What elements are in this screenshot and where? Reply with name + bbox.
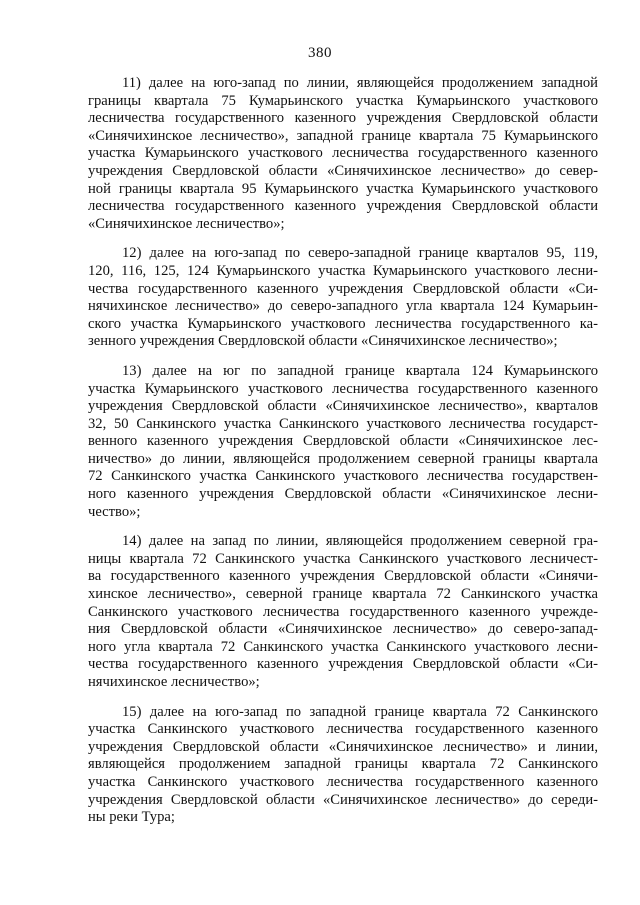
paragraph-line: Санкинского участкового лесничества государственного казенного учрежде-	[88, 603, 598, 620]
paragraph-line: хинское лесничество», северной границе квартала 72 Санкинского участка	[88, 586, 598, 603]
paragraph-line: зенного учреждения Свердловской области «Синячихинское лесничество»;	[88, 333, 558, 350]
paragraph-11	[88, 75, 598, 233]
paragraph-line: нячихинское лесничество»;	[88, 674, 260, 690]
paragraph-line: ной границы квартала 95 Кумарьинского участка Кумарьинского участкового	[88, 180, 598, 197]
paragraph-line: «Синячихинское лесничество», западной границе квартала 75 Кумарьинского	[88, 127, 598, 144]
paragraph-line: участка Кумарьинского участкового лесничества государственного казенного	[88, 380, 598, 397]
paragraph-line: 14) далее на запад по линии, являющейся продолжением северной гра-	[122, 533, 598, 550]
paragraph-line: ницы квартала 72 Санкинского участка Санкинского участкового лесничест-	[88, 550, 598, 567]
paragraph-line: ны реки Тура;	[88, 809, 175, 826]
paragraph-13	[88, 363, 598, 521]
paragraph-line: участка Санкинского участкового лесничества государственного казенного	[88, 773, 598, 790]
paragraph-line: нячихинское лесничество» до северо-западного угла квартала 124 Кумарьин-	[88, 298, 598, 315]
paragraph-line: учреждения Свердловской области «Синячихинское лесничество» и линии,	[88, 738, 598, 755]
paragraph-line: 15) далее на юго-запад по западной границе квартала 72 Санкинского	[122, 703, 598, 720]
paragraph-line: 13) далее на юг по западной границе квартала 124 Кумарьинского	[122, 362, 598, 379]
paragraph-line: 11) далее на юго-запад по линии, являющейся продолжением западной	[122, 75, 598, 91]
paragraph-line: 32, 50 Санкинского участка Санкинского участкового лесничества государст-	[88, 415, 598, 432]
paragraph-line: 12) далее на юго-запад по северо-западной границе кварталов 95, 119,	[122, 245, 598, 262]
paragraph-line: ния Свердловской области «Синячихинское лесничество» до северо-запад-	[88, 621, 598, 638]
paragraph-line: являющейся продолжением западной границы квартала 72 Санкинского	[88, 756, 598, 773]
paragraph-line: ва государственного казенного учреждения Свердловской области «Синячи-	[88, 568, 598, 585]
paragraph-line: учреждения Свердловской области «Синячихинское лесничество» до середи-	[88, 791, 598, 808]
paragraph-line: 120, 116, 125, 124 Кумарьинского участка Кумарьинского участкового лесни-	[88, 262, 598, 279]
paragraph-line: ничество» до линии, являющейся продолжением северной границы квартала	[88, 450, 598, 467]
paragraph-line: лесничества государственного казенного учреждения Свердловской области	[88, 110, 598, 127]
paragraph-line: учреждения Свердловской области «Синячихинское лесничество», кварталов	[88, 398, 598, 415]
paragraph-line: участка Санкинского участкового лесничества государственного казенного	[88, 721, 598, 738]
paragraph-line: чества государственного казенного учреждения Свердловской области «Си-	[88, 656, 598, 673]
paragraph-15	[88, 704, 598, 827]
paragraph-line: «Синячихинское лесничество»;	[88, 215, 285, 232]
paragraph-line: венного казенного учреждения Свердловской области «Синячихинское лес-	[88, 433, 598, 450]
paragraph-line: ского участка Кумарьинского участкового лесничества государственного ка-	[88, 315, 598, 332]
paragraph-line: учреждения Свердловской области «Синячихинское лесничество» до север-	[88, 162, 598, 179]
paragraph-line: чества государственного казенного учреждения Свердловской области «Си-	[88, 280, 598, 297]
paragraph-12	[88, 245, 598, 351]
paragraph-line: лесничества государственного казенного учреждения Свердловской области	[88, 198, 598, 215]
paragraph-14	[88, 533, 598, 691]
paragraph-line: ного казенного учреждения Свердловской области «Синячихинское лесни-	[88, 486, 598, 503]
paragraph-line: границы квартала 75 Кумарьинского участка Кумарьинского участкового	[88, 92, 598, 109]
document-body	[88, 75, 598, 839]
paragraph-line: ного угла квартала 72 Санкинского участка Санкинского участкового лесни-	[88, 638, 598, 655]
paragraph-line: 72 Санкинского участка Санкинского участкового лесничества государствен-	[88, 468, 598, 485]
page-number: 380	[308, 45, 332, 61]
paragraph-line: чество»;	[88, 503, 141, 520]
paragraph-line: участка Кумарьинского участкового лесничества государственного казенного	[88, 145, 598, 162]
